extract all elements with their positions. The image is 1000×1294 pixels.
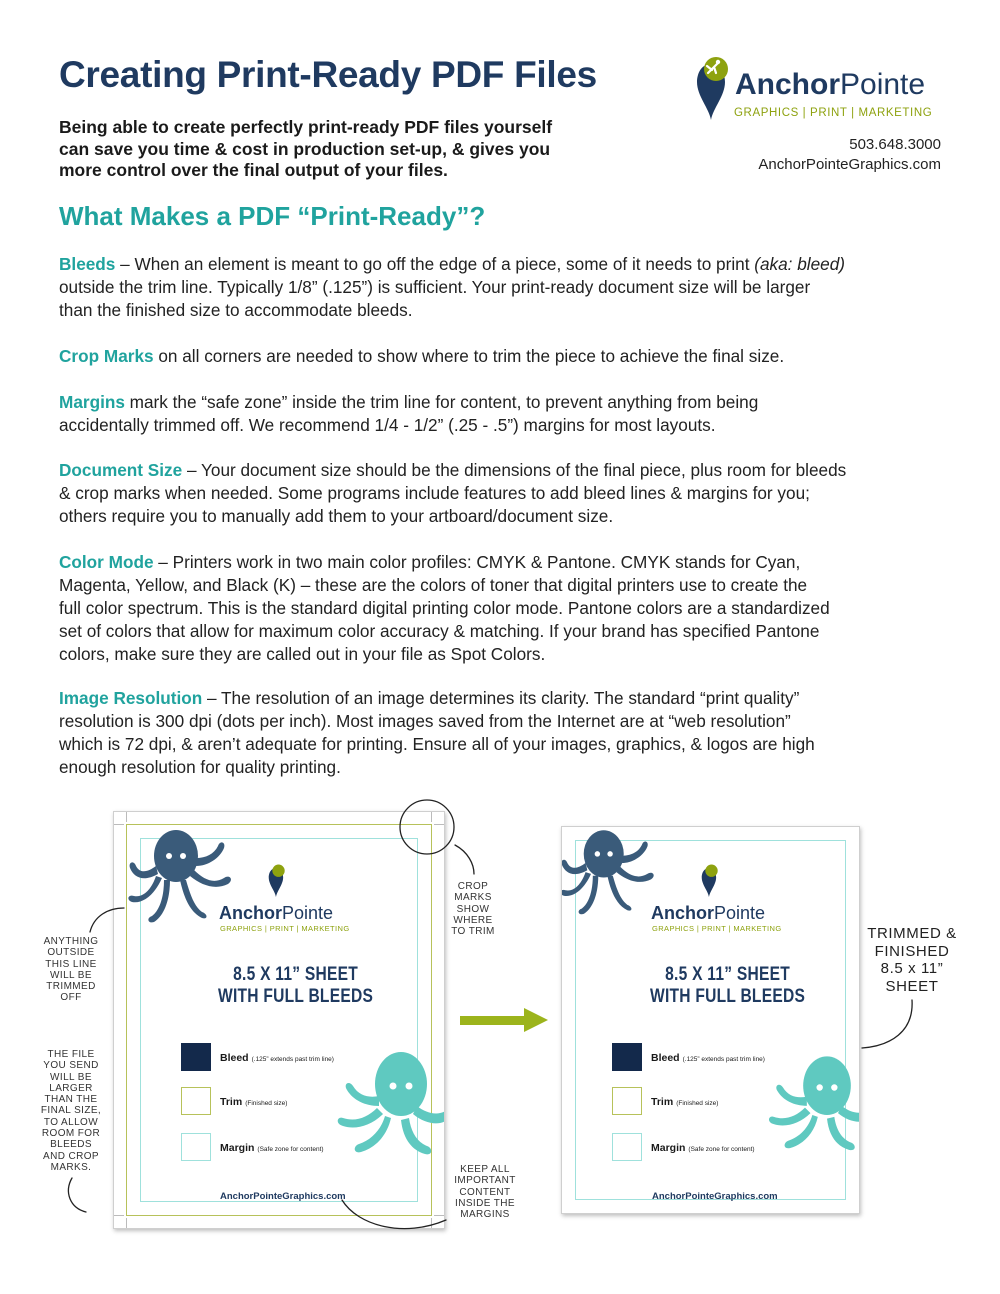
callout-outside: ANYTHING OUTSIDE THIS LINE WILL BE TRIMMED OFF [43, 936, 99, 1004]
color-mode-paragraph: Color Mode – Printers work in two main color profiles: CMYK & Pantone. CMYK stands for Cyan, Magenta, Yellow, and Black (K) – these are the colors of toner that digital printers use to create the full color spectrum. This is the standard digital printing color mode. Pantone colors are a standardized set of colors that allow for maximum color accuracy & matching. If your brand has specified Pantone colors, make sure they are called out in your file as Spot Colors. [59, 552, 830, 664]
term-color-mode: Color Mode [59, 552, 154, 572]
term-margins: Margins [59, 392, 125, 412]
arrow-right-icon [460, 1008, 548, 1032]
website-link[interactable]: AnchorPointeGraphics.com [758, 156, 941, 173]
brand-wordmark: AnchorPointe [735, 68, 926, 101]
sheet-heading: 8.5 X 11” SHEET WITH FULL BLEEDS [218, 964, 374, 1007]
sheet-brand-wordmark: AnchorPointe [651, 903, 766, 923]
phone-number: 503.648.3000 [849, 136, 941, 153]
legend-trim: Trim (Finished size) [651, 1096, 719, 1108]
sheet-heading: 8.5 X 11” SHEET WITH FULL BLEEDS [650, 964, 806, 1007]
sheet-brand-wordmark: AnchorPointe [219, 903, 334, 923]
margins-paragraph: Margins mark the “safe zone” inside the trim line for content, to prevent anything from being accidentally trimmed off. We recommend 1/4 - 1/2” (.25 - .5”) margins for most layouts. [59, 392, 759, 435]
sheet-brand-tagline: GRAPHICS | PRINT | MARKETING [652, 924, 782, 933]
section-heading: What Makes a PDF “Print-Ready”? [59, 201, 486, 231]
legend-margin: Margin (Safe zone for content) [651, 1142, 755, 1154]
callout-keep: KEEP ALL IMPORTANT CONTENT INSIDE THE MARGINS [454, 1164, 516, 1221]
term-bleeds: Bleeds [59, 254, 116, 274]
legend-margin: Margin (Safe zone for content) [220, 1142, 324, 1154]
crop-marks-paragraph: Crop Marks on all corners are needed to show where to trim the piece to achieve the final size. [59, 346, 785, 366]
image-resolution-paragraph: Image Resolution – The resolution of an image determines its clarity. The standard “print quality” resolution is 300 dpi (dots per inch). Most images saved from the Internet are at “web resolution” which is 72 dpi, & aren’t adequate for printing. Ensure all of your images, graphics, & logos are high enough resolution for quality printing. [59, 688, 815, 777]
term-image-resolution: Image Resolution [59, 688, 203, 708]
callout-trimmed: TRIMMED & FINISHED 8.5 x 11” SHEET [867, 925, 957, 995]
legend-bleed: Bleed (.125” extends past trim line) [651, 1052, 765, 1064]
document-size-paragraph: Document Size – Your document size should be the dimensions of the final piece, plus room for bleeds & crop marks when needed. Some programs include features to add bleed lines & margins for you; others require you to manually add them to your artboard/document size. [59, 460, 847, 526]
sheet-url: AnchorPointeGraphics.com [220, 1191, 346, 1202]
intro-line: Being able to create perfectly print-ready PDF files yourself [59, 117, 553, 137]
legend-trim: Trim (Finished size) [220, 1096, 288, 1108]
term-crop-marks: Crop Marks [59, 346, 154, 366]
sheet-brand-tagline: GRAPHICS | PRINT | MARKETING [220, 924, 350, 933]
bleeds-paragraph: Bleeds – When an element is meant to go off the edge of a piece, some of it needs to print (aka: bleed) outside the trim line. Typically 1/8” (.125”) is sufficient. Your print-ready document size will be larger than the finished size to accommodate bleeds. [59, 254, 846, 320]
intro-line: can save you time & cost in production set-up, & gives you [59, 138, 551, 159]
term-document-size: Document Size [59, 460, 183, 480]
brand-tagline: GRAPHICS | PRINT | MARKETING [734, 107, 933, 119]
callout-crop: CROP MARKS SHOW WHERE TO TRIM [451, 881, 495, 938]
sheet-url: AnchorPointeGraphics.com [652, 1191, 778, 1202]
page-title: Creating Print-Ready PDF Files [59, 54, 597, 95]
intro-line: more control over the final output of your files. [59, 160, 448, 180]
callout-larger: THE FILE YOU SEND WILL BE LARGER THAN THE FINAL SIZE, TO ALLOW ROOM FOR BLEEDS AND CROP MARKS. [40, 1049, 102, 1173]
legend-bleed: Bleed (.125” extends past trim line) [220, 1052, 334, 1064]
